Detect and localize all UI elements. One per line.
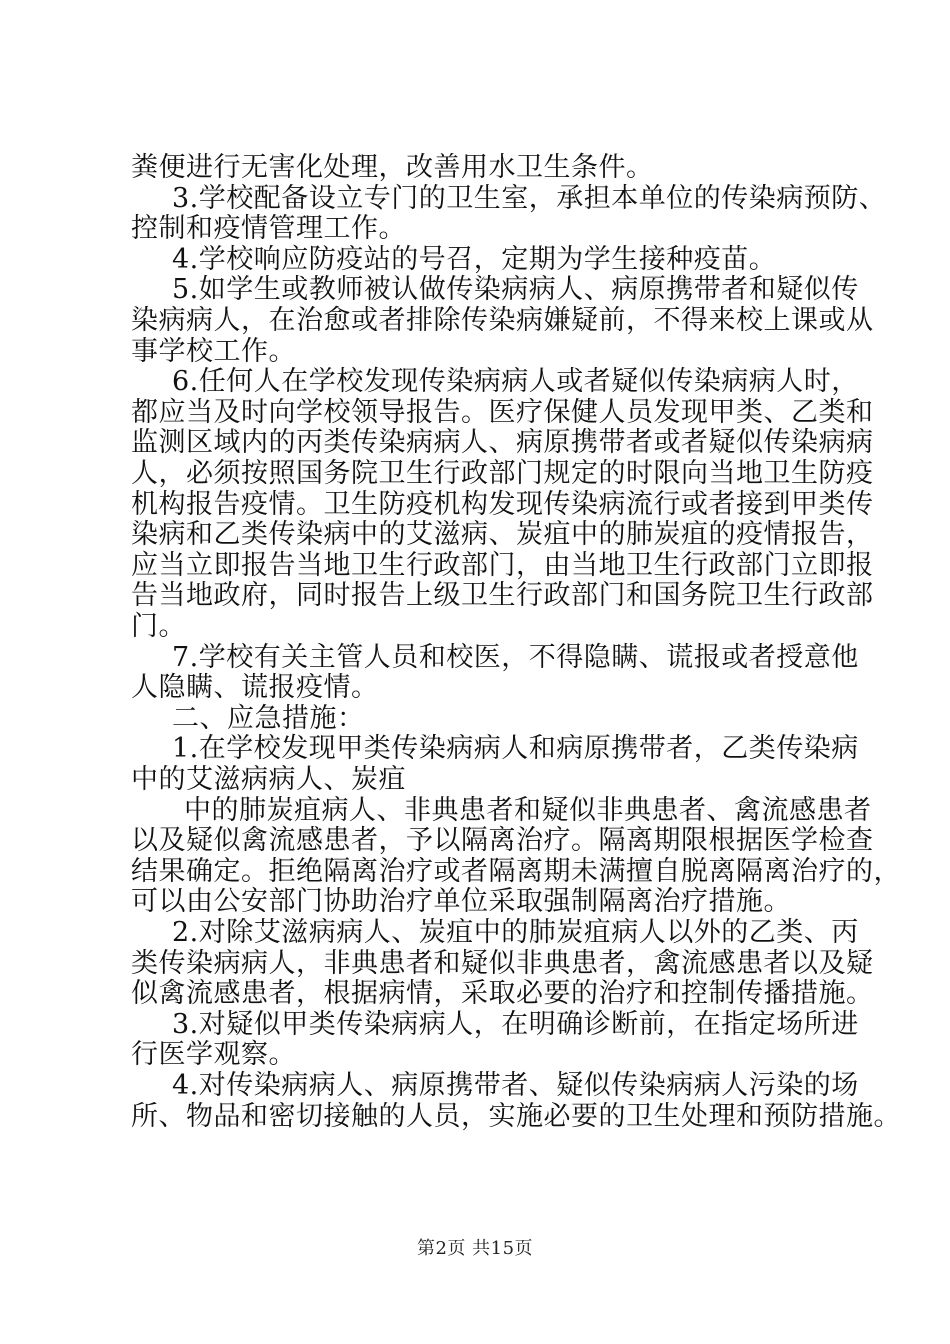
document-line: 似禽流感患者，根据病情，采取必要的治疗和控制传播措施。 [131, 978, 874, 1010]
document-line: 控制和疫情管理工作。 [131, 213, 406, 245]
document-line: 染病病人，在治愈或者排除传染病嫌疑前，不得来校上课或从 [131, 305, 874, 336]
document-line: 人，必须按照国务院卫生行政部门规定的时限向当地卫生防疫 [131, 458, 874, 489]
document-line: 4.学校响应防疫站的号召，定期为学生接种疫苗。 [172, 243, 777, 275]
document-line: 二、应急措施： [172, 702, 365, 734]
document-line: 6.任何人在学校发现传染病病人或者疑似传染病病人时， [172, 366, 859, 398]
document-line: 4.对传染病病人、病原携带者、疑似传染病病人污染的场 [172, 1070, 859, 1101]
document-line: 5.如学生或教师被认做传染病病人、病原携带者和疑似传 [172, 274, 859, 306]
document-line: 粪便进行无害化处理，改善用水卫生条件。 [131, 152, 654, 183]
document-line: 事学校工作。 [131, 335, 296, 367]
document-line: 7.学校有关主管人员和校医，不得隐瞒、谎报或者授意他 [172, 641, 859, 673]
document-line: 结果确定。拒绝隔离治疗或者隔离期未满擅自脱离隔离治疗的， [131, 855, 901, 887]
document-line: 可以由公安部门协助治疗单位采取强制隔离治疗措施。 [131, 886, 791, 918]
document-line: 2.对除艾滋病病人、炭疽中的肺炭疽病人以外的乙类、丙 [172, 917, 859, 948]
document-line: 告当地政府，同时报告上级卫生行政部门和国务院卫生行政部 [131, 580, 874, 612]
document-line: 监测区域内的丙类传染病病人、病原携带者或者疑似传染病病 [131, 427, 874, 459]
document-line: 所、物品和密切接触的人员，实施必要的卫生处理和预防措施。 [131, 1100, 901, 1132]
document-line: 3.学校配备设立专门的卫生室，承担本单位的传染病预防、 [172, 182, 887, 214]
document-line: 染病和乙类传染病中的艾滋病、炭疽中的肺炭疽的疫情报告， [131, 519, 874, 551]
document-line: 都应当及时向学校领导报告。医疗保健人员发现甲类、乙类和 [131, 396, 874, 428]
document-line: 行医学观察。 [131, 1039, 296, 1071]
document-line: 应当立即报告当地卫生行政部门，由当地卫生行政部门立即报 [131, 549, 874, 581]
document-line: 人隐瞒、谎报疫情。 [131, 672, 379, 704]
document-line: 类传染病病人，非典患者和疑似非典患者，禽流感患者以及疑 [131, 947, 874, 979]
page-number-footer: 第2页 共15页 [416, 1238, 534, 1259]
document-line: 以及疑似禽流感患者，予以隔离治疗。隔离期限根据医学检查 [131, 825, 874, 857]
document-line: 中的肺炭疽病人、非典患者和疑似非典患者、禽流感患者 [184, 794, 872, 826]
document-line: 中的艾滋病病人、炭疽 [131, 764, 406, 795]
document-line: 1.在学校发现甲类传染病病人和病原携带者，乙类传染病 [172, 733, 859, 765]
document-line: 门。 [131, 611, 186, 642]
document-line: 3.对疑似甲类传染病病人，在明确诊断前，在指定场所进 [172, 1008, 859, 1040]
document-line: 机构报告疫情。卫生防疫机构发现传染病流行或者接到甲类传 [131, 488, 874, 520]
